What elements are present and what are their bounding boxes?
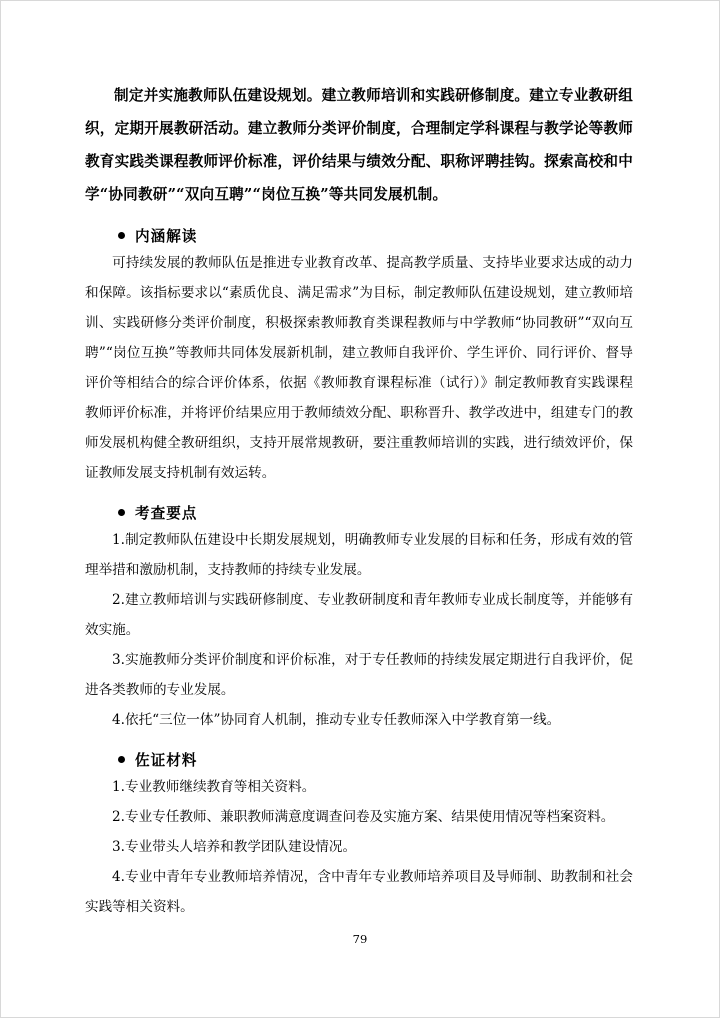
page-content [85, 79, 633, 922]
intro-paragraph [85, 79, 633, 211]
page-number: 79 [352, 932, 368, 946]
list-item-text: 3.专业带头人培养和教学团队建设情况。 [112, 839, 357, 855]
section-title: 内涵解读 [135, 228, 198, 245]
list-item-text: 3.实施教师分类评价制度和评价标准，对于专任教师的持续发展定期进行自我评价，促进各类教师的专业发展。 [85, 652, 633, 698]
list-item [85, 705, 633, 735]
section-title: 佐证材料 [135, 752, 198, 769]
list-item [85, 802, 633, 832]
bullet-icon [118, 756, 125, 763]
list-item-text: 4.依托“三位一体”协同育人机制，推动专业专任教师深入中学教育第一线。 [112, 712, 561, 728]
list-item-text: 2.专业专任教师、兼职教师满意度调查问卷及实施方案、结果使用情况等档案资料。 [112, 809, 615, 825]
list-item [85, 832, 633, 862]
bullet-icon [118, 232, 125, 239]
list-item [85, 585, 633, 645]
paragraph-text: 可持续发展的教师队伍是推进专业教育改革、提高教学质量、支持毕业要求达成的动力和保障。该指标要求以“素质优良、满足需求”为目标，制定教师队伍建设规划，建立教师培训、实践研修分类评价制度，积极探索教师教育类课程教师与中学教师“协同教研”“双向互聘”“岗位互换”等教师共同体发展新机制，建立教师自我评价、学生评价、同行评价、督导评价等相结合的综合评价体系，依据《教师教育课程标准（试行）》制定教师教育实践课程教师评价标准，并将评价结果应用于教师绩效分配、职称晋升、教学改进中，组建专门的教师发展机构健全教研组织，支持开展常规教研，要注重教师培训的实践，进行绩效评价，保证教师发展支持机制有效运转。 [85, 255, 633, 481]
list-item [85, 772, 633, 802]
list-item-text: 1.制定教师队伍建设中长期发展规划，明确教师专业发展的目标和任务，形成有效的管理举措和激励机制，支持教师的持续专业发展。 [85, 532, 633, 578]
intro-text: 制定并实施教师队伍建设规划。建立教师培训和实践研修制度。建立专业教研组织，定期开展教研活动。建立教师分类评价制度，合理制定学科课程与教学论等教师教育实践类课程教师评价标准，评价结果与绩效分配、职称评聘挂钩。探索高校和中学“协同教研”“双向互聘”“岗位互换”等共同发展机制。 [85, 87, 633, 203]
section-heading-neihanjiedu [85, 225, 633, 246]
bullet-icon [118, 509, 125, 516]
list-item [85, 862, 633, 922]
section-heading-kaochayaodian [85, 502, 633, 523]
section-heading-zuozhengcailiao [85, 749, 633, 770]
list-item-text: 1.专业教师继续教育等相关资料。 [112, 779, 316, 795]
list-item [85, 645, 633, 705]
section-paragraph [85, 248, 633, 488]
section-title: 考查要点 [135, 505, 198, 522]
list-item [85, 525, 633, 585]
list-item-text: 2.建立教师培训与实践研修制度、专业教研制度和青年教师专业成长制度等，并能够有效实施。 [85, 592, 633, 638]
list-item-text: 4.专业中青年专业教师培养情况，含中青年专业教师培养项目及导师制、助教制和社会实践等相关资料。 [85, 869, 633, 915]
